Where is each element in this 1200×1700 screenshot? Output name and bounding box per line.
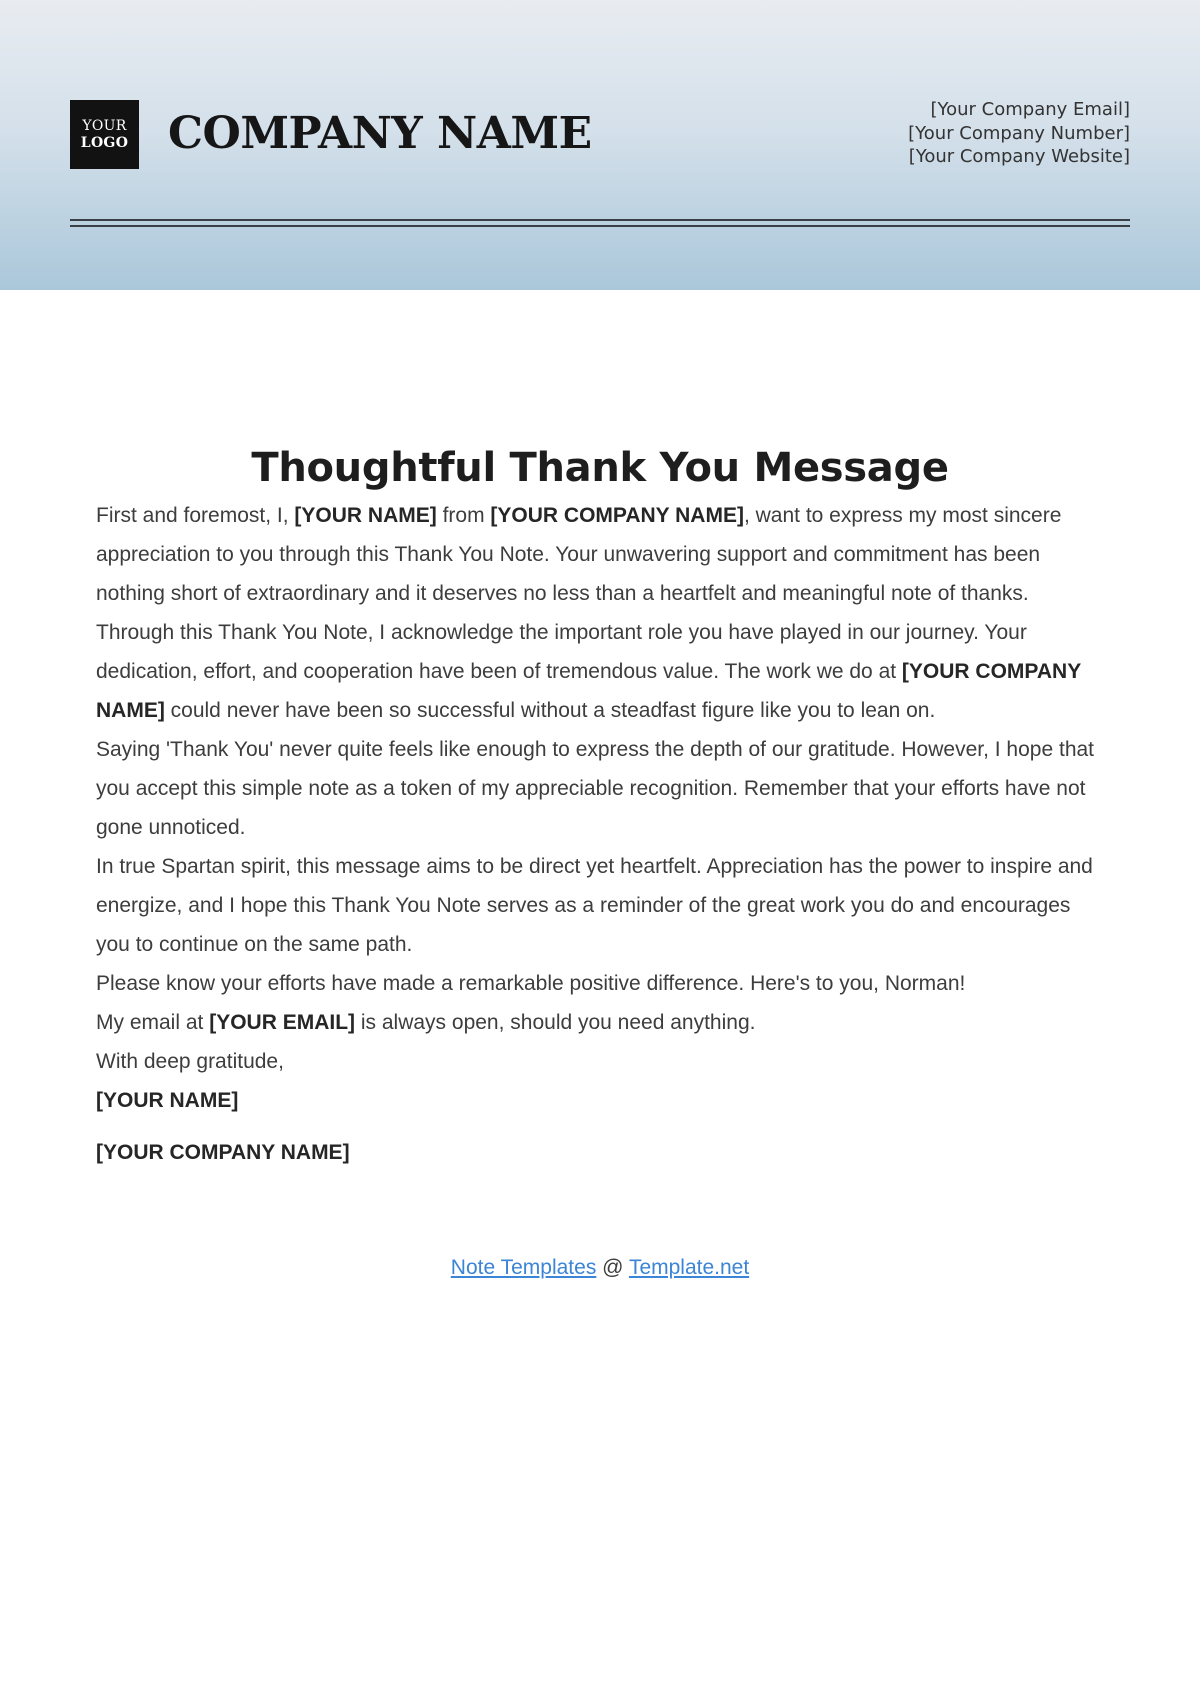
- paragraph-6: [96, 1003, 1106, 1042]
- closing-line: With deep gratitude,: [96, 1050, 284, 1073]
- paragraph-2: [96, 613, 1106, 730]
- paragraph-5: Please know your efforts have made a remarkable positive difference. Here's to you, Norman!: [96, 972, 966, 995]
- company-name: COMPANY NAME: [168, 108, 592, 159]
- your-name-placeholder: [YOUR NAME]: [294, 504, 437, 527]
- signature-company-text: [YOUR COMPANY NAME]: [96, 1141, 350, 1164]
- letterhead: [0, 0, 1200, 290]
- paragraph-2-text-a: Through this Thank You Note, I acknowledge the important role you have played in our journey. Your dedication, effort, and cooperation have been of tremendous value. The work we do at: [96, 621, 1027, 683]
- signature-name-text: [YOUR NAME]: [96, 1089, 239, 1112]
- paragraph-3: Saying 'Thank You' never quite feels like enough to express the depth of our gratitude. However, I hope that you accept this simple note as a token of my appreciable recognition. Remember that your efforts have not gone unnoticed.: [96, 738, 1095, 839]
- paragraph-1-text-c: , want to express my most sincere appreciation to you through this Thank You Note. Your unwavering support and commitment has been nothing short of extraordinary and it deserves no less than a heartfelt and meaningful note of thanks.: [96, 504, 1062, 605]
- company-email: [Your Company Email]: [930, 99, 1130, 120]
- paragraph-4: In true Spartan spirit, this message aims to be direct yet heartfelt. Appreciation has the power to inspire and energize, and I hope this Thank You Note serves as a reminder of the great work you do and encourages you to continue on the same path.: [96, 855, 1093, 956]
- note-templates-link[interactable]: Note Templates: [450, 1256, 597, 1279]
- paragraph-2-text-b: could never have been so successful without a steadfast figure like you to lean on.: [164, 699, 936, 722]
- page-title: Thoughtful Thank You Message: [251, 445, 949, 491]
- company-contact-block: [908, 98, 1130, 169]
- paragraph-1-text-a: First and foremost, I,: [96, 504, 295, 527]
- signature-company: [96, 1133, 1106, 1172]
- company-logo: [70, 100, 139, 169]
- company-name-placeholder: [YOUR COMPANY NAME]: [96, 660, 1081, 722]
- paragraph-6-text-a: My email at: [96, 1011, 210, 1034]
- signature-name: [96, 1081, 1106, 1120]
- template-net-link[interactable]: Template.net: [628, 1256, 750, 1279]
- footer-attribution: [0, 1248, 1200, 1287]
- footer-separator: @: [596, 1256, 629, 1279]
- header-divider-top: [70, 219, 1130, 221]
- letter-body: [96, 496, 1106, 1172]
- company-number: [Your Company Number]: [908, 122, 1130, 144]
- header-divider-bottom: [70, 225, 1130, 227]
- paragraph-6-text-b: is always open, should you need anything.: [355, 1011, 756, 1034]
- paragraph-1: [96, 496, 1106, 613]
- company-website: [Your Company Website]: [908, 146, 1130, 167]
- logo-line-1: YOUR: [82, 117, 127, 134]
- logo-line-2: LOGO: [80, 134, 129, 151]
- paragraph-1-text-b: from: [436, 504, 491, 527]
- company-name-placeholder: [YOUR COMPANY NAME]: [490, 504, 744, 527]
- email-placeholder: [YOUR EMAIL]: [209, 1011, 356, 1034]
